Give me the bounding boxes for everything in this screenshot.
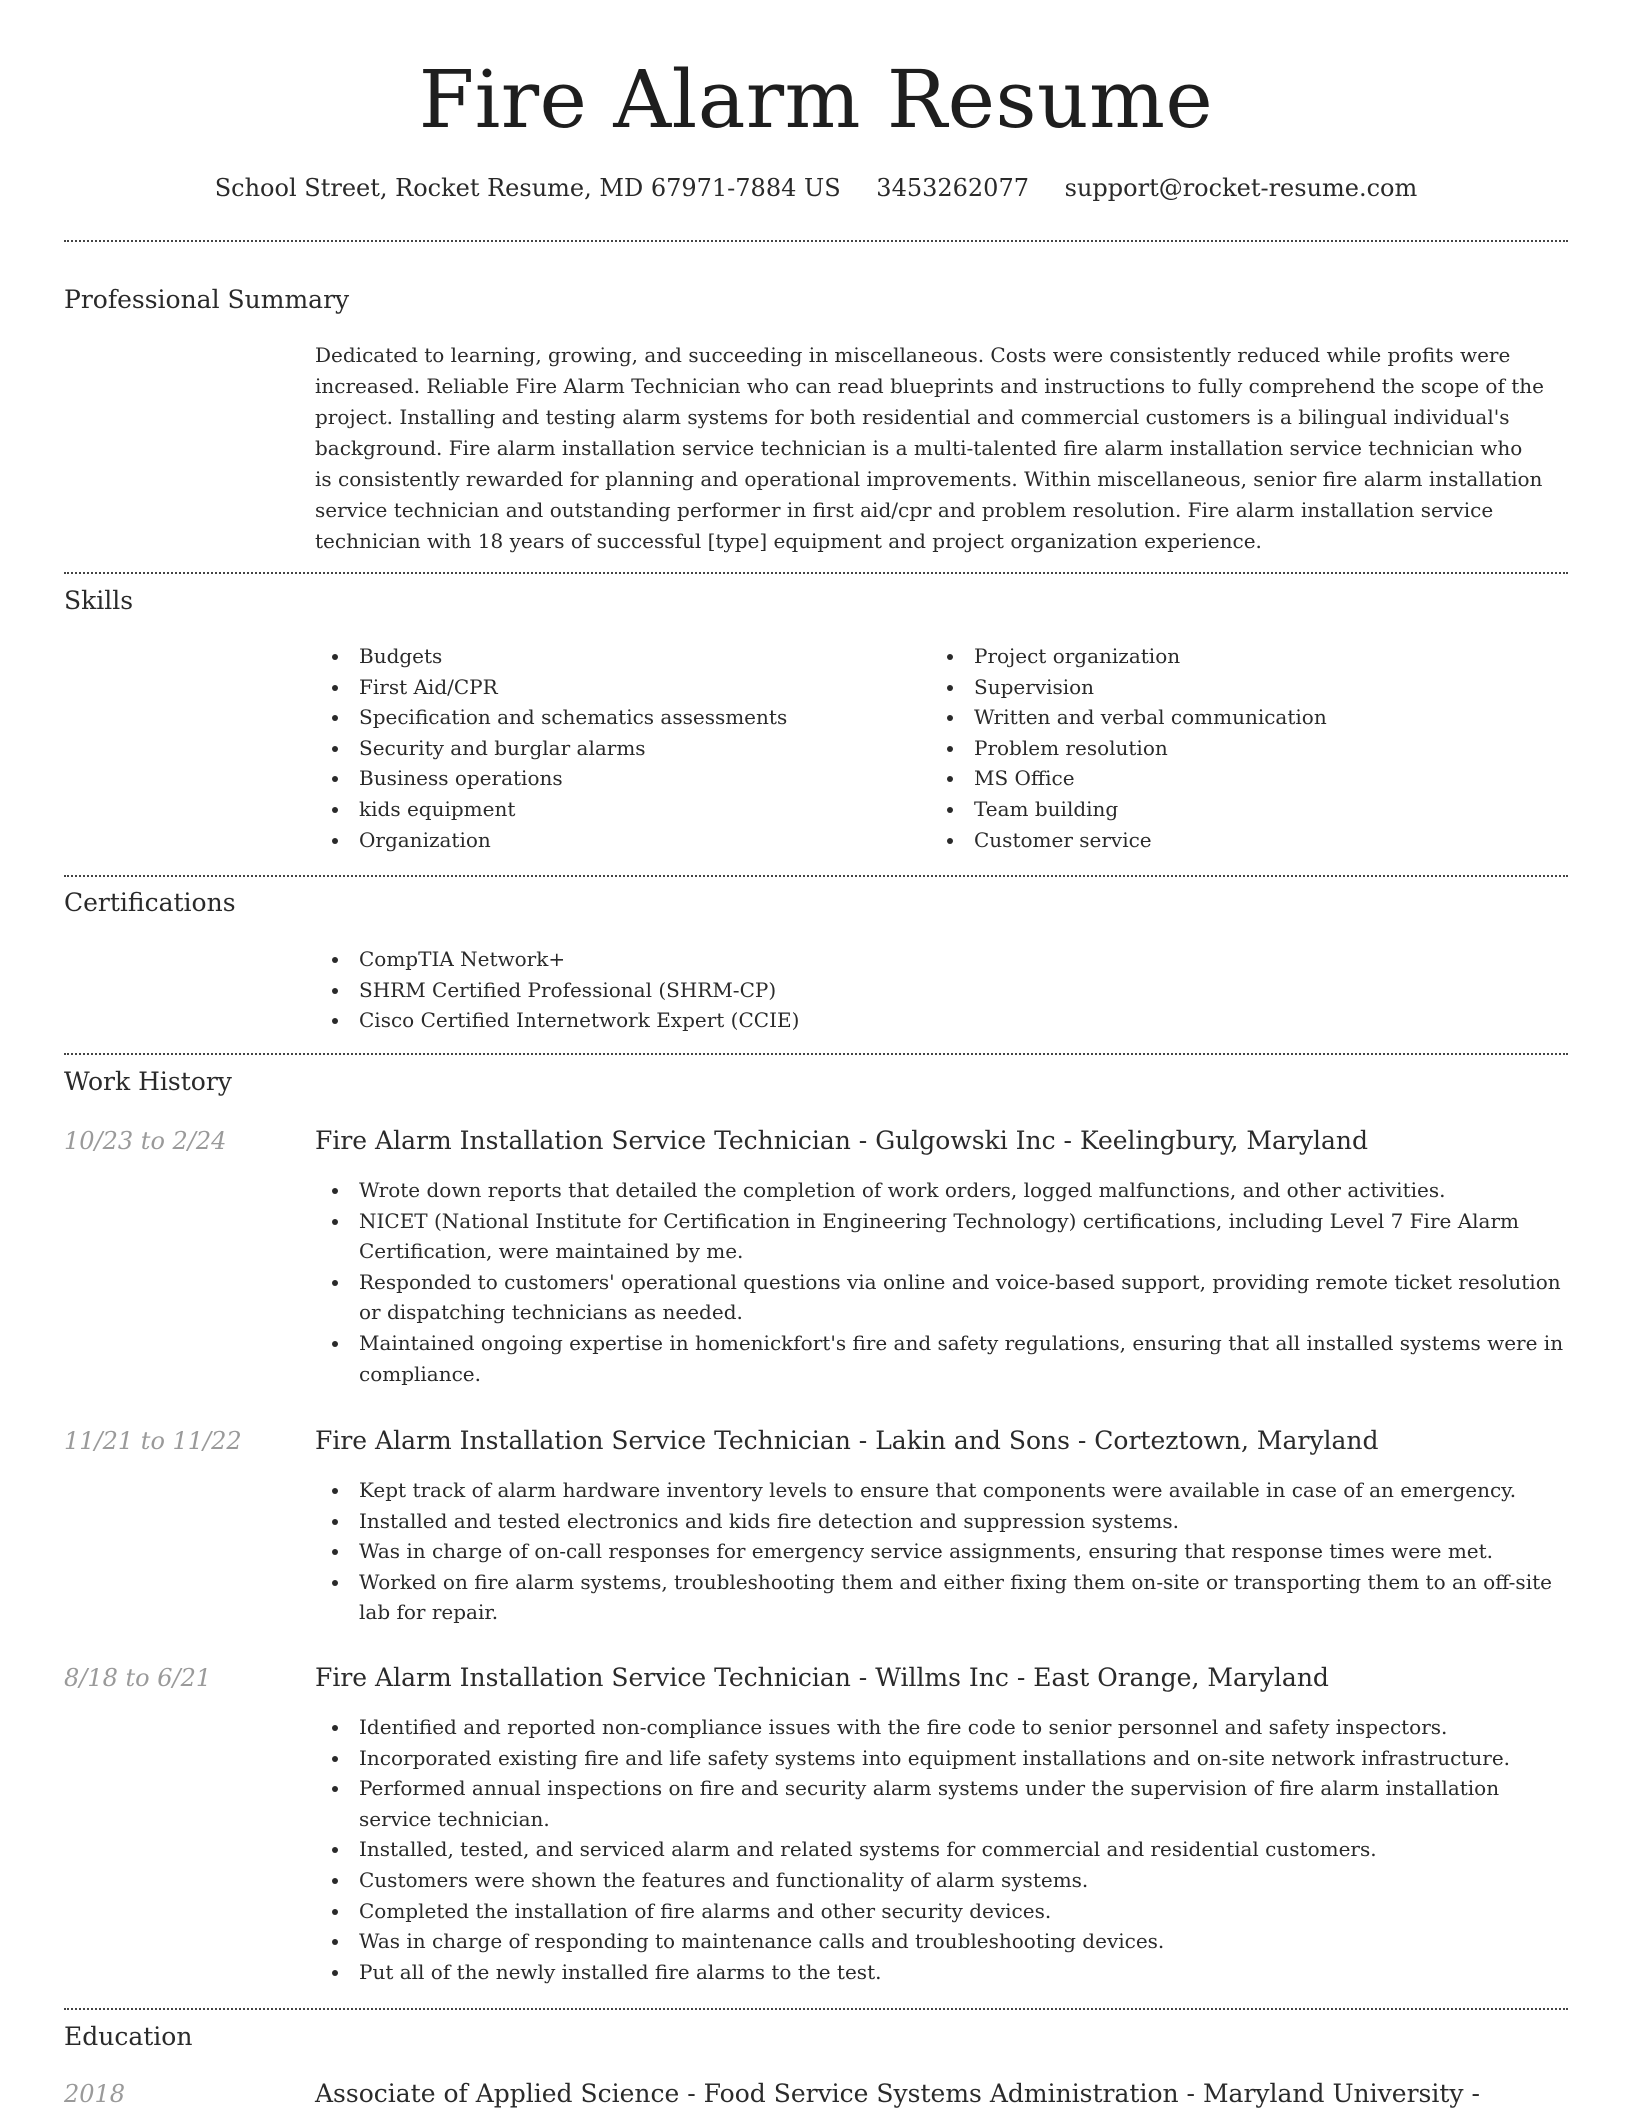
skill-item: Business operations [315, 763, 915, 794]
certification-item: SHRM Certified Professional (SHRM-CP) [315, 975, 1315, 1006]
summary-text: Dedicated to learning, growing, and succeeding in miscellaneous. Costs were consistently reduced while profits were increased. Reliable Fire Alarm Technician who can read blueprints and instructions to fully comprehend the scope of the project. Installing and testing alarm systems for both residential and commercial customers is a bilingual individual's background. Fire alarm installation service technician is a multi-talented fire alarm installation service technician who is consistently rewarded for planning and operational improvements. Within miscellaneous, senior fire alarm installation service technician and outstanding performer in first aid/cpr and problem resolution. Fire alarm installation service technician with 18 years of successful [type] equipment and project organization experience. [315, 343, 1544, 553]
contact-address: School Street, Rocket Resume, MD 67971-7884 US [214, 174, 841, 202]
job-bullet: NICET (National Institute for Certification in Engineering Technology) certifications, including Level 7 Fire Alarm Certification, were maintained by me. [315, 1206, 1568, 1267]
job-dates: 11/21 to 11/22 [64, 1427, 242, 1455]
skill-item: Written and verbal communication [930, 702, 1530, 733]
skill-item: kids equipment [315, 794, 915, 825]
job-bullet: Wrote down reports that detailed the completion of work orders, logged malfunctions, and other activities. [315, 1175, 1568, 1206]
job-title: Fire Alarm Installation Service Technician - Gulgowski Inc - Keelingbury, Maryland [315, 1126, 1368, 1155]
job-bullet: Worked on fire alarm systems, troubleshooting them and either fixing them on-site or transporting them to an off-site lab for repair. [315, 1567, 1568, 1628]
job-title: Fire Alarm Installation Service Technician - Lakin and Sons - Corteztown, Maryland [315, 1426, 1379, 1455]
summary-divider [64, 572, 1568, 574]
job-bullet: Installed, tested, and serviced alarm and related systems for commercial and residential customers. [315, 1834, 1568, 1865]
skill-item: Project organization [930, 641, 1530, 672]
job-bullet: Installed and tested electronics and kids fire detection and suppression systems. [315, 1506, 1568, 1537]
job-bullet: Put all of the newly installed fire alarms to the test. [315, 1957, 1568, 1988]
job-bullet: Completed the installation of fire alarms and other security devices. [315, 1896, 1568, 1927]
skills-list-left [315, 641, 915, 855]
certification-item: Cisco Certified Internetwork Expert (CCIE) [315, 1005, 1315, 1036]
job-bullet: Kept track of alarm hardware inventory levels to ensure that components were available in case of an emergency. [315, 1475, 1568, 1506]
certification-item: CompTIA Network+ [315, 944, 1315, 975]
contact-info [64, 170, 1568, 206]
skill-item: Customer service [930, 825, 1530, 856]
skill-item: Budgets [315, 641, 915, 672]
job-dates: 10/23 to 2/24 [64, 1127, 227, 1155]
skill-item: Specification and schematics assessments [315, 702, 915, 733]
skill-item: MS Office [930, 763, 1530, 794]
job-bullet: Was in charge of responding to maintenance calls and troubleshooting devices. [315, 1926, 1568, 1957]
skills-divider [64, 875, 1568, 877]
resume-title: Fire Alarm Resume [418, 53, 1214, 146]
contact-phone: 3453262077 [876, 174, 1029, 202]
work-history-heading: Work History [64, 1067, 232, 1096]
job-title: Fire Alarm Installation Service Technician - Willms Inc - East Orange, Maryland [315, 1663, 1329, 1692]
certifications-heading: Certifications [64, 888, 236, 917]
certifications-list [315, 944, 1315, 1036]
certifications-divider [64, 1053, 1568, 1055]
skill-item: Organization [315, 825, 915, 856]
skill-item: Team building [930, 794, 1530, 825]
job-bullets [315, 1175, 1568, 1389]
work-history-divider [64, 2008, 1568, 2010]
job-bullet: Responded to customers' operational questions via online and voice-based support, providing remote ticket resolution or dispatching technicians as needed. [315, 1267, 1568, 1328]
skill-item: First Aid/CPR [315, 672, 915, 703]
job-bullets [315, 1475, 1568, 1628]
header-divider [64, 240, 1568, 242]
job-bullet: Incorporated existing fire and life safety systems into equipment installations and on-site network infrastructure. [315, 1743, 1568, 1774]
education-heading: Education [64, 2022, 193, 2051]
education-year: 2018 [64, 2080, 126, 2108]
skills-list-right [930, 641, 1530, 855]
skills-heading: Skills [64, 586, 134, 615]
contact-email: support@rocket-resume.com [1064, 174, 1418, 202]
job-bullet: Performed annual inspections on fire and security alarm systems under the supervision of fire alarm installation service technician. [315, 1773, 1568, 1834]
job-bullet: Customers were shown the features and functionality of alarm systems. [315, 1865, 1568, 1896]
job-bullet: Identified and reported non-compliance issues with the fire code to senior personnel and safety inspectors. [315, 1712, 1568, 1743]
skill-item: Supervision [930, 672, 1530, 703]
job-dates: 8/18 to 6/21 [64, 1664, 212, 1692]
job-bullet: Maintained ongoing expertise in homenickfort's fire and safety regulations, ensuring that all installed systems were in compliance. [315, 1328, 1568, 1389]
job-bullets [315, 1712, 1568, 1987]
skill-item: Problem resolution [930, 733, 1530, 764]
summary-heading: Professional Summary [64, 285, 350, 314]
education-title: Associate of Applied Science - Food Service Systems Administration - Maryland University - [315, 2079, 1480, 2108]
skill-item: Security and burglar alarms [315, 733, 915, 764]
job-bullet: Was in charge of on-call responses for emergency service assignments, ensuring that response times were met. [315, 1536, 1568, 1567]
